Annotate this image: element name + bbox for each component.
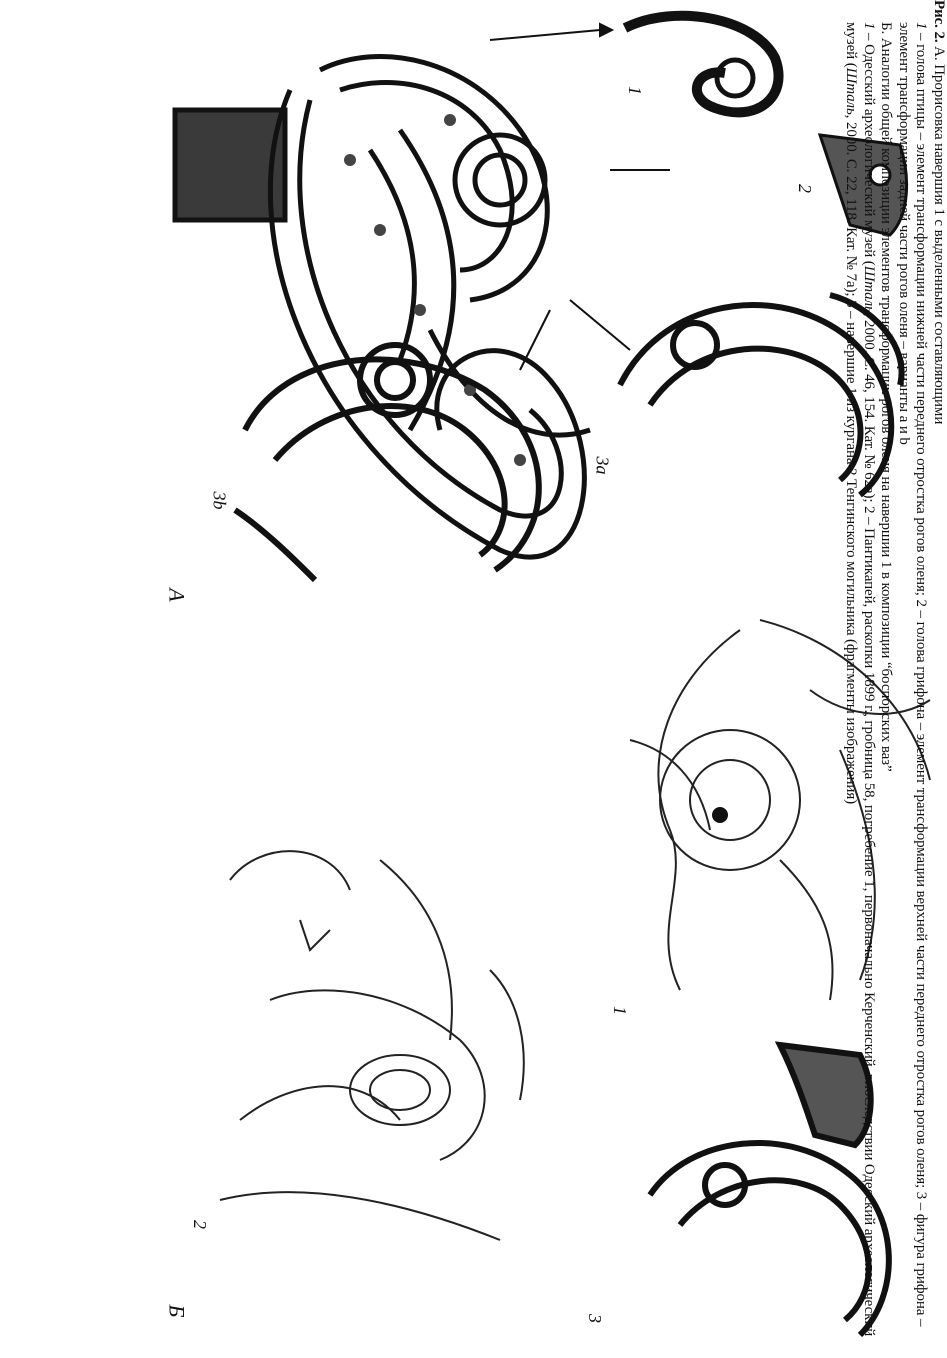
caption-b-end: 2000. С. 22, 118. Кат. № 7а); 3 – навершие 1 из кургана 2 Тенгинского могильника (фрагменты изображения): [843, 118, 860, 805]
label-a2: 2: [795, 184, 815, 193]
caption-a-num: 1: [913, 22, 930, 30]
vase-composition-2-drawing: [200, 820, 560, 1260]
caption-part-b: [842, 0, 877, 1358]
label-a1: 1: [625, 86, 645, 95]
griffin-figure-3b-drawing: [225, 330, 565, 590]
caption-part-a: [895, 0, 930, 1358]
panel-b-label: Б: [164, 1304, 190, 1318]
label-b2: 2: [190, 1220, 210, 1229]
label-b1: 1: [610, 1006, 630, 1015]
label-a3b: 3b: [209, 491, 230, 510]
caption-a-text: – голова птицы – элемент трансформации нижней части переднего отростка рогов оленя; 2 – голова грифона – элемент трансформации верхней части переднего отростка рогов оленя; 3 – фигура грифона – элемент трансформации задней части рогов оленя – варианты a и b: [896, 22, 930, 1327]
bird-head-drawing: [615, 8, 790, 128]
caption-title: [930, 0, 947, 1358]
caption-b-ref1: Шталь,: [861, 265, 877, 317]
figure-caption: [797, 0, 947, 1358]
caption-figure-number: Рис. 2.: [931, 0, 947, 43]
label-b3: 3: [585, 1314, 605, 1323]
caption-title-text: А. Прорисовка навершия 1 с выделенными составляющими: [931, 42, 947, 425]
panel-a-label: А: [164, 588, 190, 602]
caption-b-rest: 2000. С. 46, 154. Кат. № 62а); 2 – Пантикапей, раскопки 1899 г., гробница 58, погребение 1, первоначально Керченский, впоследствии Одесский археологический музей (: [843, 22, 877, 1337]
caption-b-num: 1: [861, 22, 877, 30]
label-a3a: 3a: [592, 456, 613, 475]
caption-b-text: – Одесский археологический музей (: [861, 29, 877, 266]
caption-part-b-title: Б. Аналогии общей композиции элементов трансформации рогов оленя на навершии 1 в композиции “боспорских ваз”: [878, 22, 895, 772]
caption-b-ref2: Шталь,: [843, 67, 860, 119]
